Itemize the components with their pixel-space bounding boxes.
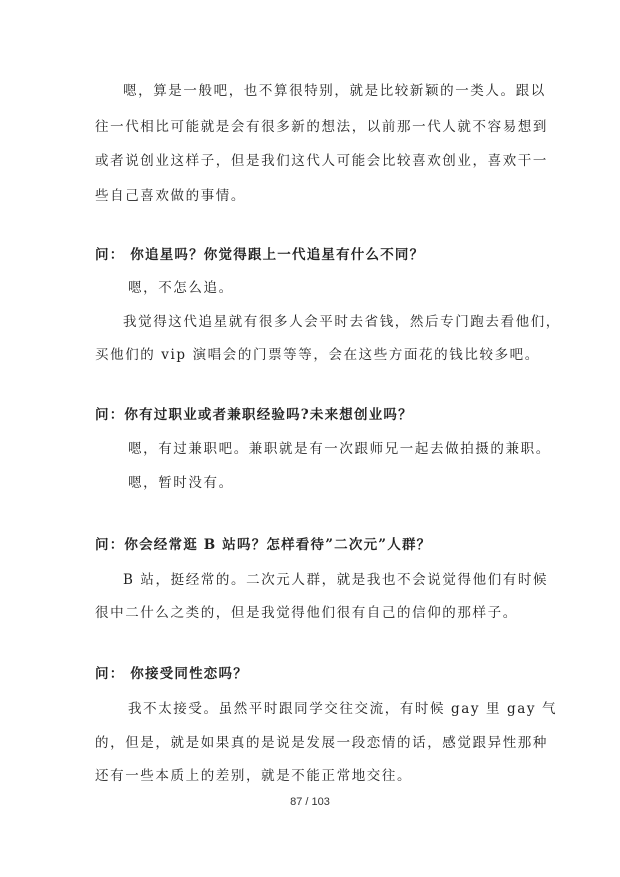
answer-line: 的，但是，就是如果真的是说是发展一段恋情的话，感觉跟异性那种 bbox=[95, 735, 548, 751]
answer-line: 很中二什么之类的，但是我觉得他们很有自己的信仰的那样子。 bbox=[95, 605, 518, 621]
answer-line: 嗯，不怎么追。 bbox=[128, 280, 234, 296]
answer-line: 嗯，有过兼职吧。兼职就是有一次跟师兄一起去做拍摄的兼职。 bbox=[128, 441, 551, 457]
answer-line: 我不太接受。虽然平时跟同学交往交流，有时候 gay 里 gay 气 bbox=[128, 701, 558, 717]
paragraph-line: 些自己喜欢做的事情。 bbox=[95, 188, 246, 204]
paragraph-line: 嗯，算是一般吧，也不算很特别，就是比较新颖的一类人。跟以 bbox=[123, 83, 546, 99]
answer-line: 买他们的 vip 演唱会的门票等等，会在这些方面花的钱比较多吧。 bbox=[95, 347, 540, 363]
question-heading: 问： 你接受同性恋吗？ bbox=[95, 666, 248, 682]
page-number: 87 / 103 bbox=[290, 796, 330, 808]
answer-line: 嗯，暂时没有。 bbox=[128, 475, 234, 491]
answer-line: 我觉得这代追星就有很多人会平时去省钱，然后专门跑去看他们， bbox=[123, 314, 561, 330]
question-heading: 问： 你追星吗？你觉得跟上一代追星有什么不同？ bbox=[95, 247, 425, 263]
paragraph-line: 或者说创业这样子，但是我们这代人可能会比较喜欢创业，喜欢干一 bbox=[95, 153, 548, 169]
question-heading: 问：你会经常逛 B 站吗？怎样看待”二次元”人群？ bbox=[95, 537, 432, 553]
answer-line: 还有一些本质上的差别，就是不能正常地交往。 bbox=[95, 768, 413, 784]
answer-line: B 站，挺经常的。二次元人群，就是我也不会说觉得他们有时候 bbox=[123, 572, 549, 588]
paragraph-line: 往一代相比可能就是会有很多新的想法，以前那一代人就不容易想到 bbox=[95, 119, 548, 135]
question-heading: 问：你有过职业或者兼职经验吗?未来想创业吗？ bbox=[95, 407, 413, 423]
